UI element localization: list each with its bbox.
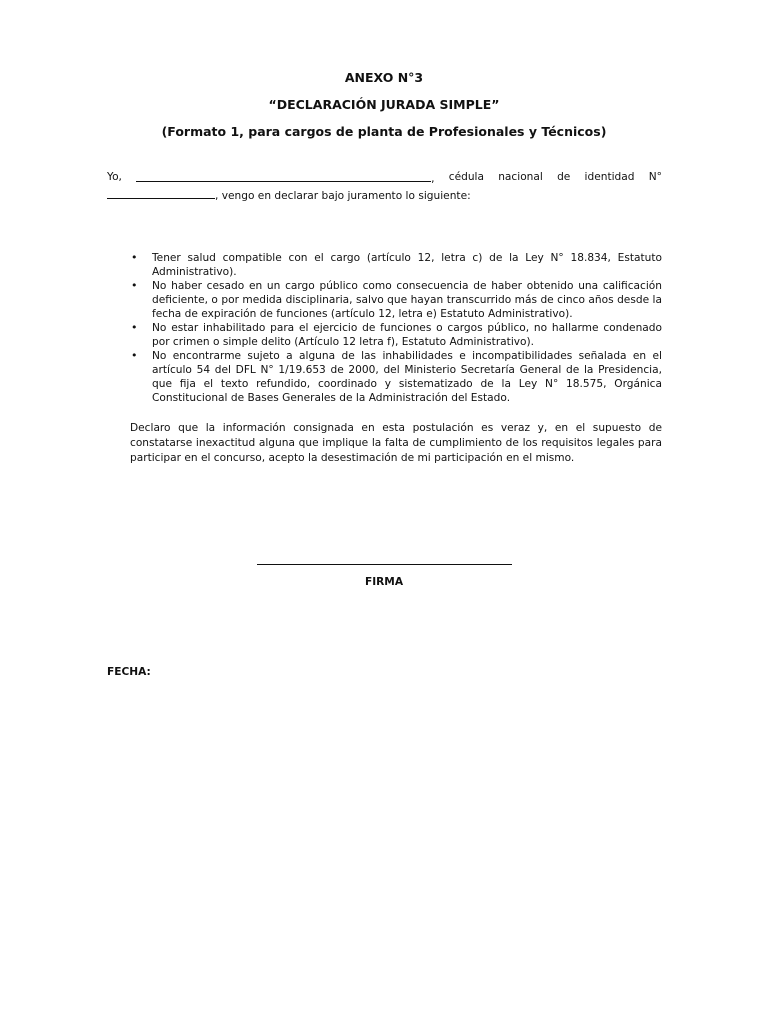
- name-field-line: [136, 170, 431, 182]
- list-item-text: No encontrarme sujeto a alguna de las inhabilidades e incompatibilidades señalada en el artículo 54 del DFL N° 1/19.653 de 2000, del Ministerio Secretaría General de la Presidencia, que fija el texto refundido, coordinado y sistematizado de la Ley N° 18.575, Orgánica Constitucional de Bases Generales de la Administración del Estado.: [152, 350, 662, 404]
- list-item: [131, 321, 662, 349]
- date-label: FECHA:: [107, 666, 151, 678]
- list-item: [131, 279, 662, 321]
- intro-line-2: [107, 187, 662, 204]
- bullet-icon: •: [131, 279, 138, 292]
- intro-paragraph: [107, 170, 662, 204]
- bullet-icon: •: [131, 349, 138, 362]
- id-number-field-line: [107, 187, 215, 199]
- intro-line-1: [107, 170, 662, 187]
- list-item: [131, 349, 662, 405]
- list-item-text: No estar inhabilitado para el ejercicio de funciones o cargos público, no hallarme condenado por crimen o simple delito (Artículo 12 letra f), Estatuto Administrativo).: [152, 322, 662, 348]
- intro-word-cedula: cédula: [448, 171, 484, 183]
- list-item-text: Tener salud compatible con el cargo (artículo 12, letra c) de la Ley N° 18.834, Estatuto Administrativo).: [152, 252, 662, 278]
- intro-comma: ,: [431, 173, 435, 185]
- intro-yo: Yo,: [107, 171, 122, 183]
- intro-word-identidad: identidad: [584, 171, 635, 183]
- intro-word-de: de: [557, 171, 571, 183]
- intro-word-nacional: nacional: [498, 171, 543, 183]
- requirements-list: [131, 251, 662, 405]
- signature-label: FIRMA: [364, 576, 404, 588]
- intro-word-numero: N°: [648, 171, 662, 183]
- bullet-icon: •: [131, 321, 138, 334]
- declaration-paragraph: Declaro que la información consignada en esta postulación es veraz y, en el supuesto de constatarse inexactitud alguna que implique la falta de cumplimiento de los requisitos legales para participar en el concurso, acepto la desestimación de mi participación en el mismo.: [130, 422, 662, 464]
- list-item: [131, 251, 662, 279]
- name-blank: [136, 170, 434, 187]
- declaration-title: “DECLARACIÓN JURADA SIMPLE”: [268, 97, 500, 112]
- annex-title: ANEXO N°3: [344, 70, 424, 85]
- list-item-text: No haber cesado en un cargo público como consecuencia de haber obtenido una calificación deficiente, o por medida disciplinaria, salvo que hayan transcurrido más de cinco años desde la fecha de expiración de funciones (artículo 12, letra e) Estatuto Administrativo).: [152, 280, 662, 320]
- intro-line-2-text: , vengo en declarar bajo juramento lo siguiente:: [215, 190, 471, 202]
- format-subtitle: (Formato 1, para cargos de planta de Profesionales y Técnicos): [161, 124, 607, 139]
- signature-line: [257, 564, 512, 565]
- bullet-icon: •: [131, 251, 138, 264]
